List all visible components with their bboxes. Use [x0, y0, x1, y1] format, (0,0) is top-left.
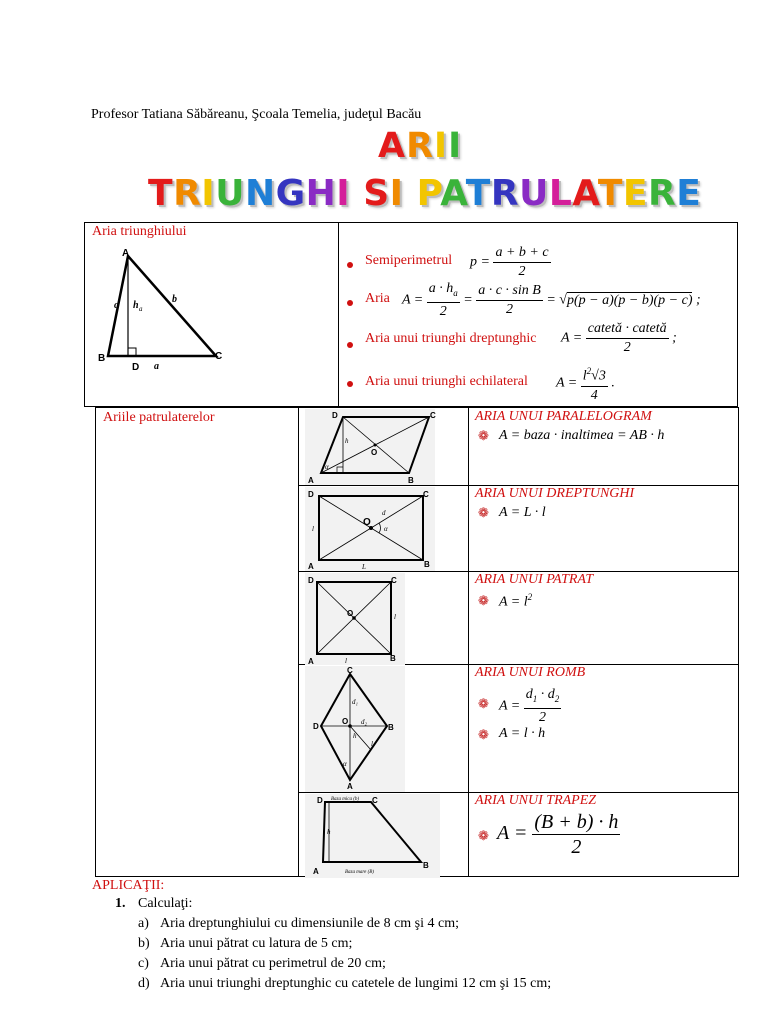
trapezoid-figure: [305, 794, 440, 878]
label-a: a: [154, 361, 159, 372]
svg-text:C: C: [423, 490, 429, 499]
exercise-item-text: Aria unui pătrat cu perimetrul de 20 cm;: [160, 956, 386, 971]
svg-text:A: A: [347, 782, 353, 791]
label-h-sub: a: [139, 305, 143, 313]
rhombus-formula-1: A = $\frac{d_1 \cdot d_2}{2}$: [499, 687, 560, 725]
exercise-item-letter: b): [138, 936, 150, 951]
flower-bullet-icon: ❁: [478, 505, 489, 520]
svg-text:O: O: [347, 609, 354, 618]
exercise-item-text: Aria dreptunghiului cu dimensiunile de 8 cm şi 4 cm;: [160, 916, 459, 931]
applications-heading: APLICAŢII:: [92, 878, 165, 893]
svg-text:h: h: [353, 732, 357, 740]
flower-bullet-icon: ❁: [478, 696, 489, 711]
svg-text:B: B: [423, 861, 429, 870]
svg-text:C: C: [347, 666, 353, 675]
svg-text:l: l: [371, 740, 373, 748]
equilateral-label: Aria unui triunghi echilateral: [365, 374, 528, 389]
exercise-item-letter: d): [138, 976, 150, 991]
svg-text:C: C: [391, 576, 397, 585]
svg-text:L: L: [362, 563, 366, 571]
rectangle-figure: [305, 487, 435, 571]
svg-text:A: A: [308, 562, 314, 571]
flower-bullet-icon: ❁: [478, 727, 489, 742]
flower-bullet-icon: ❁: [478, 593, 489, 608]
quads-col-line-1: [298, 407, 299, 877]
exercise-item-letter: c): [138, 956, 149, 971]
svg-text:B: B: [388, 723, 394, 732]
svg-text:d: d: [382, 509, 386, 517]
svg-text:A: A: [313, 867, 319, 876]
triangle-box-divider: [338, 222, 339, 407]
svg-text:α: α: [343, 760, 347, 768]
svg-text:Baza mica (b): Baza mica (b): [331, 797, 360, 802]
title-triunghi-patrulatere: TRIUNGHI SI PATRULATERE: [148, 173, 702, 214]
square-figure: [305, 573, 405, 665]
bullet: [347, 300, 353, 306]
label-C: C: [215, 351, 223, 362]
label-B: B: [98, 353, 106, 364]
svg-text:A: A: [308, 657, 314, 666]
right-triangle-label: Aria unui triunghi dreptunghic: [365, 331, 537, 346]
trapezoid-formula: A = $\frac{(B + b) \cdot h}{2}$: [497, 811, 619, 858]
bullet: [347, 381, 353, 387]
svg-text:D: D: [313, 722, 319, 731]
svg-text:O: O: [371, 448, 378, 457]
trapezoid-title: ARIA UNUI TRAPEZ: [475, 793, 597, 808]
semiperimeter-formula: p = $\frac{a + b + c}{2}$: [470, 245, 549, 279]
svg-text:C: C: [430, 411, 436, 420]
quads-heading: Ariile patrulaterelor: [103, 410, 215, 425]
svg-text:O: O: [363, 517, 371, 528]
svg-text:Baza mare (B): Baza mare (B): [345, 870, 374, 875]
semiperimeter-label: Semiperimetrul: [365, 253, 453, 268]
rhombus-title: ARIA UNUI ROMB: [475, 665, 586, 680]
exercise-number: 1.: [115, 896, 126, 911]
author-line: Profesor Tatiana Săbăreanu, Şcoala Temelia, judeţul Bacău: [91, 107, 422, 122]
triangle-heading: Aria triunghiului: [92, 224, 187, 239]
svg-text:d₂: d₂: [361, 718, 367, 726]
svg-text:d₁: d₁: [352, 698, 358, 706]
area-formula: A = $\frac{a \cdot h_a}{2}$ = $\frac{\text{a · c · sin B}}{2}$ = √p(p − a)(p − b)(p − c) ;: [402, 281, 701, 319]
svg-text:α: α: [325, 463, 329, 471]
bullet: [347, 262, 353, 268]
rectangle-title: ARIA UNUI DREPTUNGHI: [475, 486, 635, 501]
title-arii: ARII: [378, 126, 463, 166]
bullet: [347, 342, 353, 348]
square-formula: $A = l^2$: [499, 592, 533, 610]
svg-text:B: B: [424, 560, 430, 569]
svg-text:h: h: [327, 828, 331, 836]
svg-text:O: O: [342, 717, 349, 726]
exercise-item-text: Aria unui triunghi dreptunghic cu catetele de lungimi 12 cm şi 15 cm;: [160, 976, 552, 991]
label-A: A: [122, 248, 130, 259]
label-c: c: [114, 300, 119, 311]
quads-col-line-2: [468, 407, 469, 877]
svg-text:l: l: [345, 657, 347, 665]
parallelogram-title: ARIA UNUI PARALELOGRAM: [475, 409, 652, 424]
rhombus-figure: [305, 666, 405, 792]
exercise-item-letter: a): [138, 916, 149, 931]
equilateral-formula: A = $\frac{l^2√3}{4}$ .: [556, 362, 615, 405]
svg-text:D: D: [317, 796, 323, 805]
parallelogram-figure: [305, 409, 435, 485]
label-h: h: [133, 300, 139, 311]
rectangle-formula: A = L · l: [499, 505, 546, 520]
flower-bullet-icon: ❁: [478, 828, 489, 843]
svg-text:C: C: [372, 796, 378, 805]
triangle-figure: [92, 244, 242, 374]
label-D: D: [132, 362, 140, 373]
svg-text:B: B: [390, 654, 396, 663]
right-triangle-formula: A = $\frac{\text{catetă · catetă}}{2}$ ;: [561, 321, 677, 355]
label-b: b: [172, 294, 177, 305]
exercise-item-text: Aria unui pătrat cu latura de 5 cm;: [160, 936, 353, 951]
svg-text:A: A: [308, 476, 314, 485]
rhombus-formula-2: A = l · h: [499, 726, 546, 741]
exercise-intro: Calculaţi:: [138, 896, 193, 911]
svg-text:α: α: [384, 525, 388, 533]
svg-text:B: B: [408, 476, 414, 485]
square-title: ARIA UNUI PATRAT: [475, 572, 594, 587]
flower-bullet-icon: ❁: [478, 428, 489, 443]
svg-text:h: h: [345, 437, 349, 445]
area-label: Aria: [365, 291, 390, 306]
svg-text:l: l: [394, 613, 396, 621]
parallelogram-formula: A = baza · inaltimea = AB · h: [499, 428, 665, 443]
svg-text:D: D: [332, 411, 338, 420]
svg-text:D: D: [308, 576, 314, 585]
svg-text:l: l: [312, 525, 314, 533]
svg-text:D: D: [308, 490, 314, 499]
